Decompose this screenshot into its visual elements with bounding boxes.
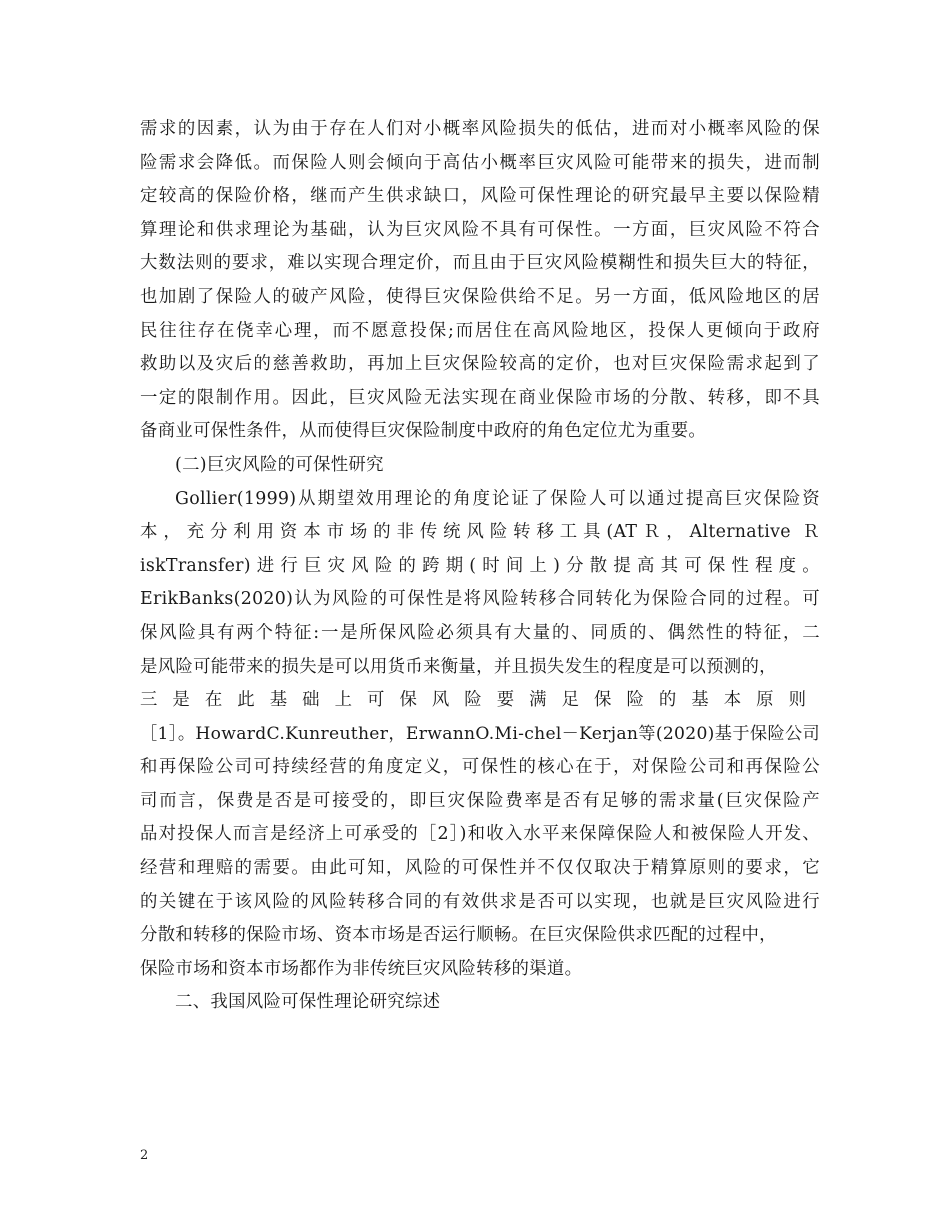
text-line: 分散和转移的保险市场、资本市场是否运行顺畅。在巨灾保险供求匹配的过程中， — [140, 925, 777, 946]
text-line: ［1］。HowardC.Kunreuther，ErwannO.Mi-chel－Kerjan等(2020)基于保险公司 — [140, 723, 820, 744]
text-line: 三是在此基础上可保风险要满足保险的基本原则 — [140, 690, 820, 711]
text-line: 司而言，保费是否是可接受的，即巨灾保险费率是否有足够的需求量(巨灾保险产 — [140, 790, 820, 811]
text-line: 经营和理赔的需要。由此可知，风险的可保性并不仅仅取决于精算原则的要求，它 — [140, 858, 820, 879]
text-line: 品对投保人而言是经济上可承受的［2］)和收入水平来保障保险人和被保险人开发、 — [140, 824, 820, 845]
text-line: 是风险可能带来的损失是可以用货币来衡量，并且损失发生的程度是可以预测的， — [140, 656, 777, 677]
text-line: 也加剧了保险人的破产风险，使得巨灾保险供给不足。另一方面，低风险地区的居 — [140, 286, 820, 307]
text-line: 一定的限制作用。因此，巨灾风险无法实现在商业保险市场的分散、转移，即不具 — [140, 387, 820, 408]
text-line: iskTransfer)进行巨灾风险的跨期(时间上)分散提高其可保性程度。 — [140, 555, 820, 576]
text-line: 保险市场和资本市场都作为非传统巨灾风险转移的渠道。 — [140, 958, 583, 979]
text-line: 需求的因素，认为由于存在人们对小概率风险损失的低估，进而对小概率风险的保 — [140, 119, 820, 139]
text-line: 救助以及灾后的慈善救助，再加上巨灾保险较高的定价，也对巨灾保险需求起到了 — [140, 354, 820, 375]
page-number: 2 — [140, 1148, 149, 1163]
text-line: 算理论和供求理论为基础，认为巨灾风险不具有可保性。一方面，巨灾风险不符合 — [140, 219, 820, 240]
section-heading: (二)巨灾风险的可保性研究 — [175, 454, 384, 475]
text-line: 定较高的保险价格，继而产生供求缺口，风险可保性理论的研究最早主要以保险精 — [140, 186, 820, 207]
section-heading: 二、我国风险可保性理论研究综述 — [175, 992, 441, 1013]
text-line: 备商业可保性条件，从而使得巨灾保险制度中政府的角色定位尤为重要。 — [140, 421, 707, 442]
text-line: 本，充分利用资本市场的非传统风险转移工具(ATＲ，Alternative Ｒ — [140, 522, 820, 543]
text-line: 和再保险公司可持续经营的角度定义，可保性的核心在于，对保险公司和再保险公 — [140, 757, 820, 778]
text-line: Gollier(1999)从期望效用理论的角度论证了保险人可以通过提高巨灾保险资 — [175, 488, 820, 509]
text-line: 民往往存在侥幸心理，而不愿意投保;而居住在高风险地区，投保人更倾向于政府 — [140, 320, 820, 341]
text-line: 的关键在于该风险的风险转移合同的有效供求是否可以实现，也就是巨灾风险进行 — [140, 891, 820, 912]
body-text — [140, 113, 820, 1020]
text-line: 大数法则的要求，难以实现合理定价，而且由于巨灾风险模糊性和损失巨大的特征， — [140, 253, 820, 274]
text-line: 保风险具有两个特征:一是所保风险必须具有大量的、同质的、偶然性的特征，二 — [140, 622, 820, 643]
text-line: ErikBanks(2020)认为风险的可保性是将风险转移合同转化为保险合同的过程。可 — [140, 589, 820, 610]
text-line: 险需求会降低。而保险人则会倾向于高估小概率巨灾风险可能带来的损失，进而制 — [140, 152, 820, 173]
